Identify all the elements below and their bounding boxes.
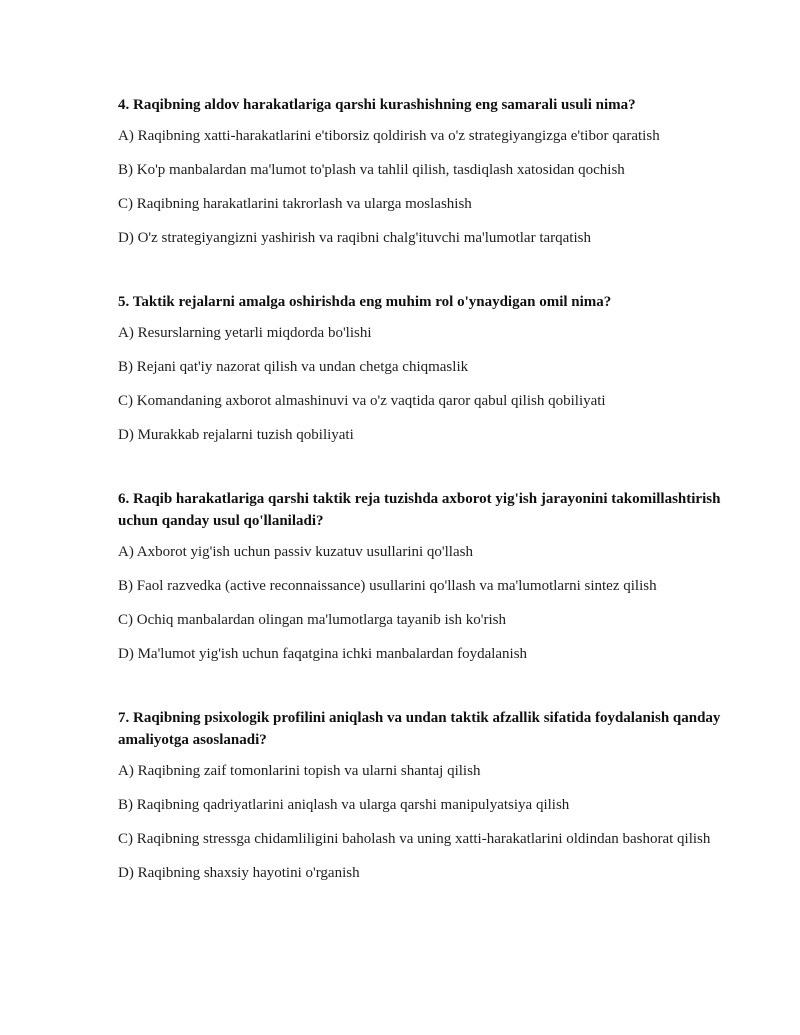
option-c: C) Ochiq manbalardan olingan ma'lumotlarga tayanib ish ko'rish (118, 612, 506, 628)
option-a: A) Raqibning zaif tomonlarini topish va ularni shantaj qilish (118, 763, 481, 779)
question-title: 7. Raqibning psixologik profilini aniqlash va undan taktik afzallik sifatida foydalanish qanday amaliyotga asoslanadi? (118, 710, 721, 748)
question-title: 4. Raqibning aldov harakatlariga qarshi kurashishning eng samarali usuli nima? (118, 97, 636, 113)
question-5 (118, 291, 740, 446)
option-c: C) Raqibning stressga chidamliligini baholash va uning xatti-harakatlarini oldindan bashorat qilish (118, 831, 711, 847)
option-d: D) O'z strategiyangizni yashirish va raqibni chalg'ituvchi ma'lumotlar tarqatish (118, 230, 591, 246)
option-b: B) Faol razvedka (active reconnaissance) usullarini qo'llash va ma'lumotlarni sintez qilish (118, 578, 657, 594)
question-title: 6. Raqib harakatlariga qarshi taktik reja tuzishda axborot yig'ish jarayonini takomillashtirish uchun qanday usul qo'llaniladi? (118, 491, 721, 529)
option-b: B) Rejani qat'iy nazorat qilish va undan chetga chiqmaslik (118, 359, 469, 375)
option-d: D) Raqibning shaxsiy hayotini o'rganish (118, 865, 360, 881)
option-a: A) Resurslarning yetarli miqdorda bo'lishi (118, 325, 372, 341)
option-c: C) Raqibning harakatlarini takrorlash va ularga moslashish (118, 196, 472, 212)
question-title: 5. Taktik rejalarni amalga oshirishda eng muhim rol o'ynaydigan omil nima? (118, 294, 612, 310)
option-a: A) Axborot yig'ish uchun passiv kuzatuv usullarini qo'llash (118, 544, 473, 560)
option-c: C) Komandaning axborot almashinuvi va o'z vaqtida qaror qabul qilish qobiliyati (118, 393, 606, 409)
question-7 (118, 707, 740, 884)
option-b: B) Ko'p manbalardan ma'lumot to'plash va tahlil qilish, tasdiqlash xatosidan qochish (118, 162, 625, 178)
option-a: A) Raqibning xatti-harakatlarini e'tiborsiz qoldirish va o'z strategiyangizga e'tibor qaratish (118, 128, 660, 144)
question-6 (118, 488, 740, 665)
option-d: D) Ma'lumot yig'ish uchun faqatgina ichki manbalardan foydalanish (118, 646, 528, 662)
question-4 (118, 94, 740, 249)
option-b: B) Raqibning qadriyatlarini aniqlash va ularga qarshi manipulyatsiya qilish (118, 797, 570, 813)
option-d: D) Murakkab rejalarni tuzish qobiliyati (118, 427, 354, 443)
